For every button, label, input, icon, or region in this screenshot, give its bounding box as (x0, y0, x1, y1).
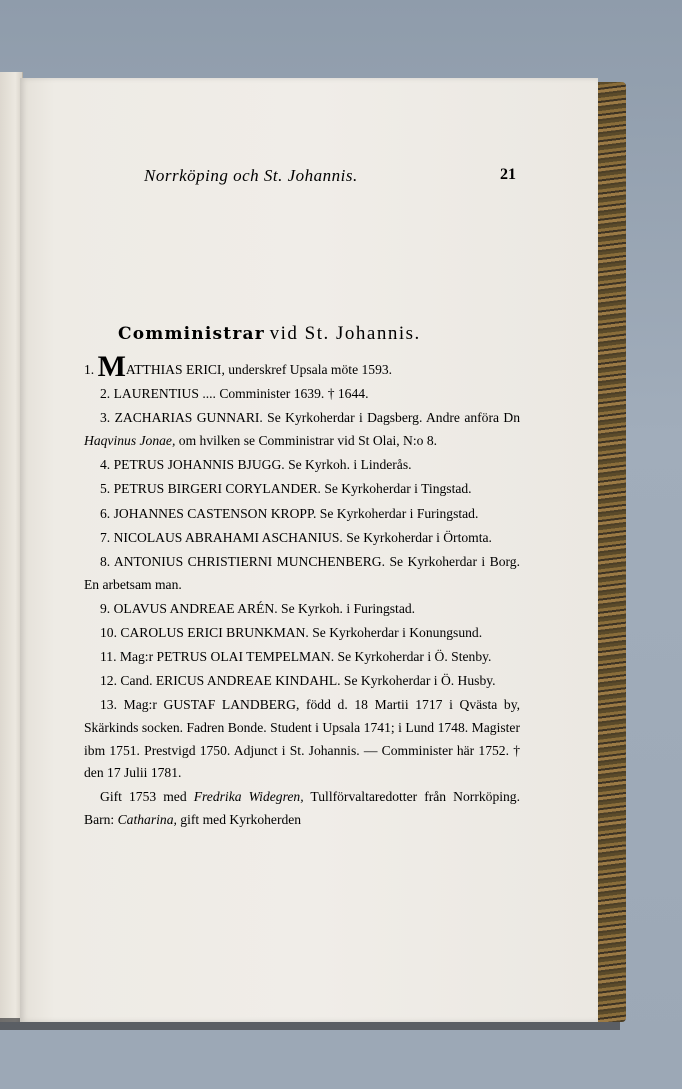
entry-number: 10. (100, 624, 121, 640)
entry-number: 8. (100, 553, 114, 569)
entry-text: Tullförvaltaredotter från Norrköping. Barn: (84, 789, 521, 827)
entry-text: Mag:r GUSTAF LANDBERG, född d. 18 Martii 1717 i Qvästa by, Skärkinds socken. Fadren Bonde. Student i Upsala 1741; i Lund 1748. Magister ibm 1751. Prestvigd 1750. Adjunct i St. Johannis. — Comminister här 1752. † den 17 Julii 1781. (84, 697, 521, 781)
section-heading-rest: vid St. Johannis. (269, 323, 421, 344)
entry-text: LAURENTIUS .... Comminister 1639. † 1644. (113, 386, 369, 402)
entry-number: 7. (100, 529, 114, 545)
entry-text: Mag:r PETRUS OLAI TEMPELMAN. Se Kyrkoherdar i Ö. Stenby. (119, 649, 492, 665)
entry-initial: M (97, 350, 126, 383)
entry-italic: Catharina, (117, 812, 177, 827)
entry-9 (84, 598, 520, 621)
entry-13 (84, 694, 520, 784)
entry-12 (84, 670, 520, 693)
page-number: 21 (500, 166, 516, 183)
book-page (20, 78, 598, 1022)
marbled-page-edge (596, 82, 626, 1022)
entry-text: gift med Kyrkoherden (176, 812, 302, 827)
entry-7 (84, 527, 520, 550)
entry-text: PETRUS BIRGERI CORYLANDER. Se Kyrkoherdar i Tingstad. (113, 481, 472, 497)
entry-number: 11. (100, 649, 120, 665)
entry-10 (84, 622, 520, 645)
entry-text: NICOLAUS ABRAHAMI ASCHANIUS. Se Kyrkoherdar i Örtomta. (113, 529, 492, 545)
entry-text: ZACHARIAS GUNNARI. Se Kyrkoherdar i Dagsberg. Andre anföra Dn (114, 410, 521, 426)
entry-text: ATTHIAS ERICI, underskref Upsala möte 1593. (125, 362, 393, 377)
entry-11 (84, 646, 520, 669)
entry-italic: Fredrika Widegren, (193, 789, 304, 805)
section-heading-blackletter: Comministrar (118, 324, 265, 344)
entry-3 (84, 407, 520, 452)
entry-4 (84, 454, 520, 477)
entry-2 (84, 383, 520, 406)
entry-number: 2. (100, 386, 114, 402)
entry-number: 6. (100, 505, 114, 521)
entry-text: Gift 1753 med (100, 789, 194, 805)
entry-text: PETRUS JOHANNIS BJUGG. Se Kyrkoh. i Linderås. (113, 457, 412, 473)
entry-text: om hvilken se Comministrar vid St Olai, N:o 8. (175, 432, 438, 448)
entry-text: ANTONIUS CHRISTIERNI MUNCHENBERG. Se Kyrkoherdar i Borg. En arbetsam man. (84, 553, 520, 592)
entry-14 (84, 786, 520, 831)
running-head: Norrköping och St. Johannis. (144, 166, 358, 185)
entry-number: 3. (100, 410, 115, 426)
entry-1 (84, 350, 520, 383)
entry-text: CAROLUS ERICI BRUNKMAN. Se Kyrkoherdar i Konungsund. (120, 624, 483, 640)
entry-number: 5. (100, 481, 114, 497)
entry-number: 9. (100, 600, 114, 616)
entry-6 (84, 503, 520, 526)
section-heading (118, 323, 488, 345)
entry-number: 1. (84, 362, 98, 377)
entry-text: Cand. ERICUS ANDREAE KINDAHL. Se Kyrkoherdar i Ö. Husby. (120, 673, 496, 689)
entry-8 (84, 551, 520, 596)
entry-text: OLAVUS ANDREAE ARÉN. Se Kyrkoh. i Furingstad. (113, 600, 416, 616)
entry-number: 4. (100, 457, 114, 473)
entry-list (84, 350, 521, 833)
entry-5 (84, 478, 520, 501)
entry-number: 12. (100, 673, 121, 689)
entry-italic: Haqvinus Jonae, (84, 432, 176, 448)
entry-number: 13. (100, 697, 124, 713)
entry-text: JOHANNES CASTENSON KROPP. Se Kyrkoherdar i Furingstad. (113, 505, 479, 521)
